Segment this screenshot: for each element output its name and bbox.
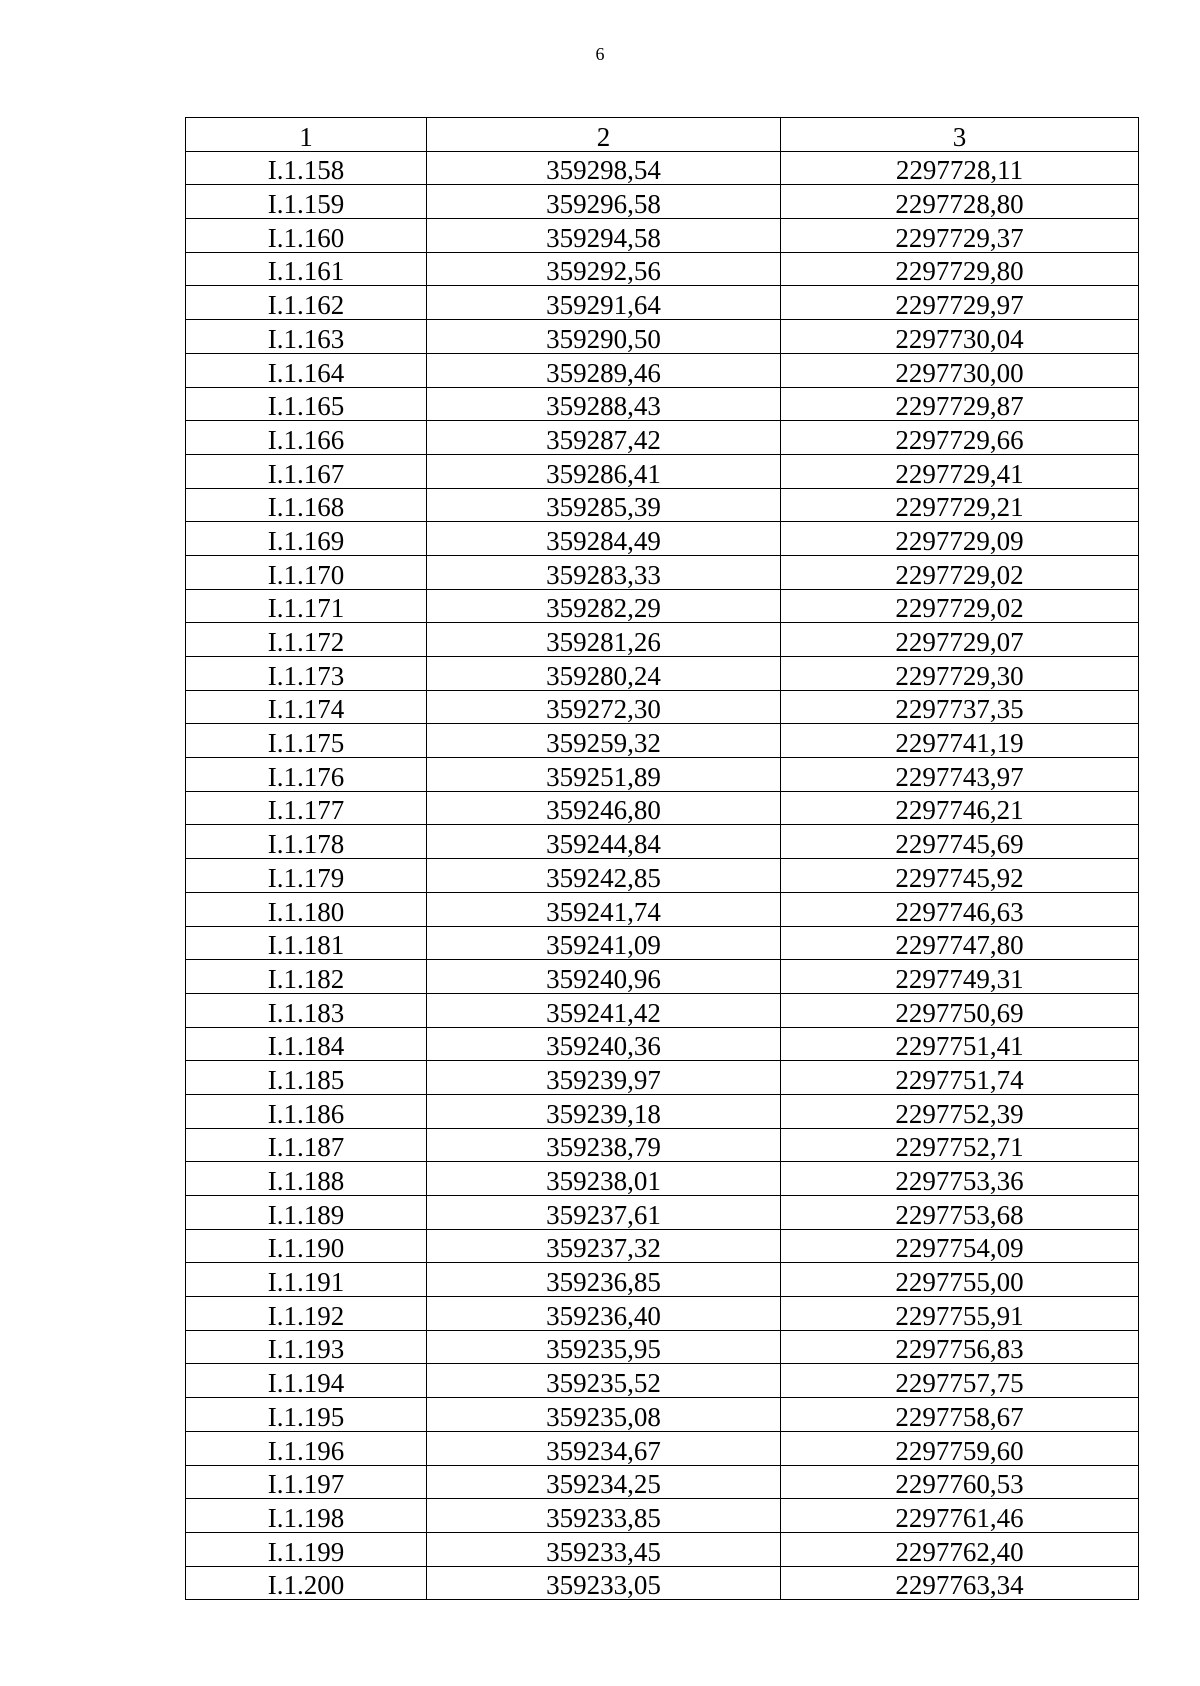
x-coordinate-cell: 359294,58 bbox=[427, 219, 781, 253]
y-coordinate-cell: 2297761,46 bbox=[781, 1499, 1139, 1533]
x-coordinate-cell: 359291,64 bbox=[427, 286, 781, 320]
x-coordinate-cell: 359241,09 bbox=[427, 926, 781, 960]
point-id-cell: I.1.194 bbox=[186, 1364, 427, 1398]
x-coordinate-cell: 359238,79 bbox=[427, 1128, 781, 1162]
y-coordinate-cell: 2297745,69 bbox=[781, 825, 1139, 859]
y-coordinate-cell: 2297753,36 bbox=[781, 1162, 1139, 1196]
y-coordinate-cell: 2297747,80 bbox=[781, 926, 1139, 960]
column-header-1: 1 bbox=[186, 118, 427, 152]
y-coordinate-cell: 2297751,74 bbox=[781, 1061, 1139, 1095]
table-row bbox=[186, 1566, 1139, 1600]
table-row bbox=[186, 859, 1139, 893]
point-id-cell: I.1.178 bbox=[186, 825, 427, 859]
table-row bbox=[186, 387, 1139, 421]
point-id-cell: I.1.165 bbox=[186, 387, 427, 421]
y-coordinate-cell: 2297729,30 bbox=[781, 657, 1139, 691]
y-coordinate-cell: 2297752,71 bbox=[781, 1128, 1139, 1162]
y-coordinate-cell: 2297737,35 bbox=[781, 690, 1139, 724]
point-id-cell: I.1.199 bbox=[186, 1532, 427, 1566]
y-coordinate-cell: 2297753,68 bbox=[781, 1196, 1139, 1230]
point-id-cell: I.1.198 bbox=[186, 1499, 427, 1533]
x-coordinate-cell: 359233,85 bbox=[427, 1499, 781, 1533]
point-id-cell: I.1.160 bbox=[186, 219, 427, 253]
y-coordinate-cell: 2297760,53 bbox=[781, 1465, 1139, 1499]
y-coordinate-cell: 2297729,37 bbox=[781, 219, 1139, 253]
table-row bbox=[186, 1532, 1139, 1566]
table-row bbox=[186, 1297, 1139, 1331]
x-coordinate-cell: 359233,45 bbox=[427, 1532, 781, 1566]
point-id-cell: I.1.180 bbox=[186, 892, 427, 926]
table-row bbox=[186, 1263, 1139, 1297]
x-coordinate-cell: 359234,67 bbox=[427, 1431, 781, 1465]
x-coordinate-cell: 359287,42 bbox=[427, 421, 781, 455]
table-row bbox=[186, 791, 1139, 825]
x-coordinate-cell: 359237,61 bbox=[427, 1196, 781, 1230]
x-coordinate-cell: 359283,33 bbox=[427, 555, 781, 589]
table-row bbox=[186, 1027, 1139, 1061]
y-coordinate-cell: 2297758,67 bbox=[781, 1398, 1139, 1432]
point-id-cell: I.1.192 bbox=[186, 1297, 427, 1331]
x-coordinate-cell: 359241,42 bbox=[427, 993, 781, 1027]
y-coordinate-cell: 2297763,34 bbox=[781, 1566, 1139, 1600]
y-coordinate-cell: 2297729,80 bbox=[781, 252, 1139, 286]
table-row bbox=[186, 353, 1139, 387]
x-coordinate-cell: 359286,41 bbox=[427, 454, 781, 488]
y-coordinate-cell: 2297730,04 bbox=[781, 320, 1139, 354]
table-row bbox=[186, 286, 1139, 320]
point-id-cell: I.1.185 bbox=[186, 1061, 427, 1095]
table-row bbox=[186, 1330, 1139, 1364]
table-row bbox=[186, 421, 1139, 455]
point-id-cell: I.1.169 bbox=[186, 522, 427, 556]
table-row bbox=[186, 993, 1139, 1027]
table-row bbox=[186, 185, 1139, 219]
y-coordinate-cell: 2297729,97 bbox=[781, 286, 1139, 320]
x-coordinate-cell: 359251,89 bbox=[427, 758, 781, 792]
point-id-cell: I.1.183 bbox=[186, 993, 427, 1027]
page-number: 6 bbox=[595, 44, 605, 64]
point-id-cell: I.1.188 bbox=[186, 1162, 427, 1196]
table-row bbox=[186, 151, 1139, 185]
table-row bbox=[186, 1431, 1139, 1465]
table-row bbox=[186, 758, 1139, 792]
y-coordinate-cell: 2297755,00 bbox=[781, 1263, 1139, 1297]
x-coordinate-cell: 359244,84 bbox=[427, 825, 781, 859]
point-id-cell: I.1.176 bbox=[186, 758, 427, 792]
table-row bbox=[186, 657, 1139, 691]
x-coordinate-cell: 359235,08 bbox=[427, 1398, 781, 1432]
column-header-3: 3 bbox=[781, 118, 1139, 152]
point-id-cell: I.1.191 bbox=[186, 1263, 427, 1297]
coordinates-table bbox=[185, 117, 1139, 1600]
point-id-cell: I.1.182 bbox=[186, 960, 427, 994]
table-row bbox=[186, 1465, 1139, 1499]
point-id-cell: I.1.174 bbox=[186, 690, 427, 724]
point-id-cell: I.1.162 bbox=[186, 286, 427, 320]
y-coordinate-cell: 2297755,91 bbox=[781, 1297, 1139, 1331]
table-row bbox=[186, 1128, 1139, 1162]
x-coordinate-cell: 359284,49 bbox=[427, 522, 781, 556]
y-coordinate-cell: 2297746,21 bbox=[781, 791, 1139, 825]
y-coordinate-cell: 2297756,83 bbox=[781, 1330, 1139, 1364]
y-coordinate-cell: 2297729,02 bbox=[781, 589, 1139, 623]
x-coordinate-cell: 359289,46 bbox=[427, 353, 781, 387]
x-coordinate-cell: 359296,58 bbox=[427, 185, 781, 219]
y-coordinate-cell: 2297762,40 bbox=[781, 1532, 1139, 1566]
table-row bbox=[186, 252, 1139, 286]
table-body bbox=[186, 151, 1139, 1600]
x-coordinate-cell: 359281,26 bbox=[427, 623, 781, 657]
y-coordinate-cell: 2297729,09 bbox=[781, 522, 1139, 556]
point-id-cell: I.1.200 bbox=[186, 1566, 427, 1600]
x-coordinate-cell: 359234,25 bbox=[427, 1465, 781, 1499]
point-id-cell: I.1.161 bbox=[186, 252, 427, 286]
x-coordinate-cell: 359241,74 bbox=[427, 892, 781, 926]
table-row bbox=[186, 1364, 1139, 1398]
x-coordinate-cell: 359238,01 bbox=[427, 1162, 781, 1196]
table-row bbox=[186, 1061, 1139, 1095]
point-id-cell: I.1.179 bbox=[186, 859, 427, 893]
y-coordinate-cell: 2297750,69 bbox=[781, 993, 1139, 1027]
x-coordinate-cell: 359272,30 bbox=[427, 690, 781, 724]
point-id-cell: I.1.170 bbox=[186, 555, 427, 589]
y-coordinate-cell: 2297729,41 bbox=[781, 454, 1139, 488]
point-id-cell: I.1.190 bbox=[186, 1229, 427, 1263]
table-row bbox=[186, 555, 1139, 589]
point-id-cell: I.1.197 bbox=[186, 1465, 427, 1499]
y-coordinate-cell: 2297743,97 bbox=[781, 758, 1139, 792]
point-id-cell: I.1.187 bbox=[186, 1128, 427, 1162]
y-coordinate-cell: 2297745,92 bbox=[781, 859, 1139, 893]
y-coordinate-cell: 2297759,60 bbox=[781, 1431, 1139, 1465]
y-coordinate-cell: 2297729,21 bbox=[781, 488, 1139, 522]
point-id-cell: I.1.159 bbox=[186, 185, 427, 219]
point-id-cell: I.1.189 bbox=[186, 1196, 427, 1230]
point-id-cell: I.1.181 bbox=[186, 926, 427, 960]
x-coordinate-cell: 359239,97 bbox=[427, 1061, 781, 1095]
y-coordinate-cell: 2297751,41 bbox=[781, 1027, 1139, 1061]
point-id-cell: I.1.172 bbox=[186, 623, 427, 657]
table-row bbox=[186, 219, 1139, 253]
x-coordinate-cell: 359298,54 bbox=[427, 151, 781, 185]
x-coordinate-cell: 359233,05 bbox=[427, 1566, 781, 1600]
table-row bbox=[186, 522, 1139, 556]
table-row bbox=[186, 1094, 1139, 1128]
point-id-cell: I.1.166 bbox=[186, 421, 427, 455]
x-coordinate-cell: 359290,50 bbox=[427, 320, 781, 354]
y-coordinate-cell: 2297728,80 bbox=[781, 185, 1139, 219]
y-coordinate-cell: 2297729,02 bbox=[781, 555, 1139, 589]
x-coordinate-cell: 359235,95 bbox=[427, 1330, 781, 1364]
table-row bbox=[186, 690, 1139, 724]
y-coordinate-cell: 2297729,07 bbox=[781, 623, 1139, 657]
point-id-cell: I.1.186 bbox=[186, 1094, 427, 1128]
table-row bbox=[186, 926, 1139, 960]
x-coordinate-cell: 359292,56 bbox=[427, 252, 781, 286]
x-coordinate-cell: 359282,29 bbox=[427, 589, 781, 623]
point-id-cell: I.1.163 bbox=[186, 320, 427, 354]
y-coordinate-cell: 2297728,11 bbox=[781, 151, 1139, 185]
point-id-cell: I.1.196 bbox=[186, 1431, 427, 1465]
y-coordinate-cell: 2297729,87 bbox=[781, 387, 1139, 421]
column-header-2: 2 bbox=[427, 118, 781, 152]
point-id-cell: I.1.158 bbox=[186, 151, 427, 185]
x-coordinate-cell: 359280,24 bbox=[427, 657, 781, 691]
point-id-cell: I.1.195 bbox=[186, 1398, 427, 1432]
table-row bbox=[186, 488, 1139, 522]
table-header-row bbox=[186, 118, 1139, 152]
table-row bbox=[186, 454, 1139, 488]
y-coordinate-cell: 2297754,09 bbox=[781, 1229, 1139, 1263]
point-id-cell: I.1.177 bbox=[186, 791, 427, 825]
table-row bbox=[186, 1196, 1139, 1230]
table-row bbox=[186, 1229, 1139, 1263]
y-coordinate-cell: 2297749,31 bbox=[781, 960, 1139, 994]
x-coordinate-cell: 359236,85 bbox=[427, 1263, 781, 1297]
point-id-cell: I.1.193 bbox=[186, 1330, 427, 1364]
table-row bbox=[186, 825, 1139, 859]
x-coordinate-cell: 359236,40 bbox=[427, 1297, 781, 1331]
table-row bbox=[186, 589, 1139, 623]
y-coordinate-cell: 2297741,19 bbox=[781, 724, 1139, 758]
point-id-cell: I.1.173 bbox=[186, 657, 427, 691]
table-row bbox=[186, 320, 1139, 354]
y-coordinate-cell: 2297757,75 bbox=[781, 1364, 1139, 1398]
table-row bbox=[186, 724, 1139, 758]
y-coordinate-cell: 2297752,39 bbox=[781, 1094, 1139, 1128]
x-coordinate-cell: 359246,80 bbox=[427, 791, 781, 825]
point-id-cell: I.1.184 bbox=[186, 1027, 427, 1061]
x-coordinate-cell: 359240,96 bbox=[427, 960, 781, 994]
table-row bbox=[186, 960, 1139, 994]
y-coordinate-cell: 2297730,00 bbox=[781, 353, 1139, 387]
x-coordinate-cell: 359235,52 bbox=[427, 1364, 781, 1398]
x-coordinate-cell: 359237,32 bbox=[427, 1229, 781, 1263]
y-coordinate-cell: 2297729,66 bbox=[781, 421, 1139, 455]
table-row bbox=[186, 623, 1139, 657]
table-row bbox=[186, 1398, 1139, 1432]
table-row bbox=[186, 1162, 1139, 1196]
point-id-cell: I.1.164 bbox=[186, 353, 427, 387]
point-id-cell: I.1.171 bbox=[186, 589, 427, 623]
point-id-cell: I.1.167 bbox=[186, 454, 427, 488]
x-coordinate-cell: 359242,85 bbox=[427, 859, 781, 893]
table-row bbox=[186, 1499, 1139, 1533]
table-row bbox=[186, 892, 1139, 926]
point-id-cell: I.1.168 bbox=[186, 488, 427, 522]
y-coordinate-cell: 2297746,63 bbox=[781, 892, 1139, 926]
x-coordinate-cell: 359288,43 bbox=[427, 387, 781, 421]
x-coordinate-cell: 359285,39 bbox=[427, 488, 781, 522]
x-coordinate-cell: 359240,36 bbox=[427, 1027, 781, 1061]
x-coordinate-cell: 359239,18 bbox=[427, 1094, 781, 1128]
x-coordinate-cell: 359259,32 bbox=[427, 724, 781, 758]
point-id-cell: I.1.175 bbox=[186, 724, 427, 758]
